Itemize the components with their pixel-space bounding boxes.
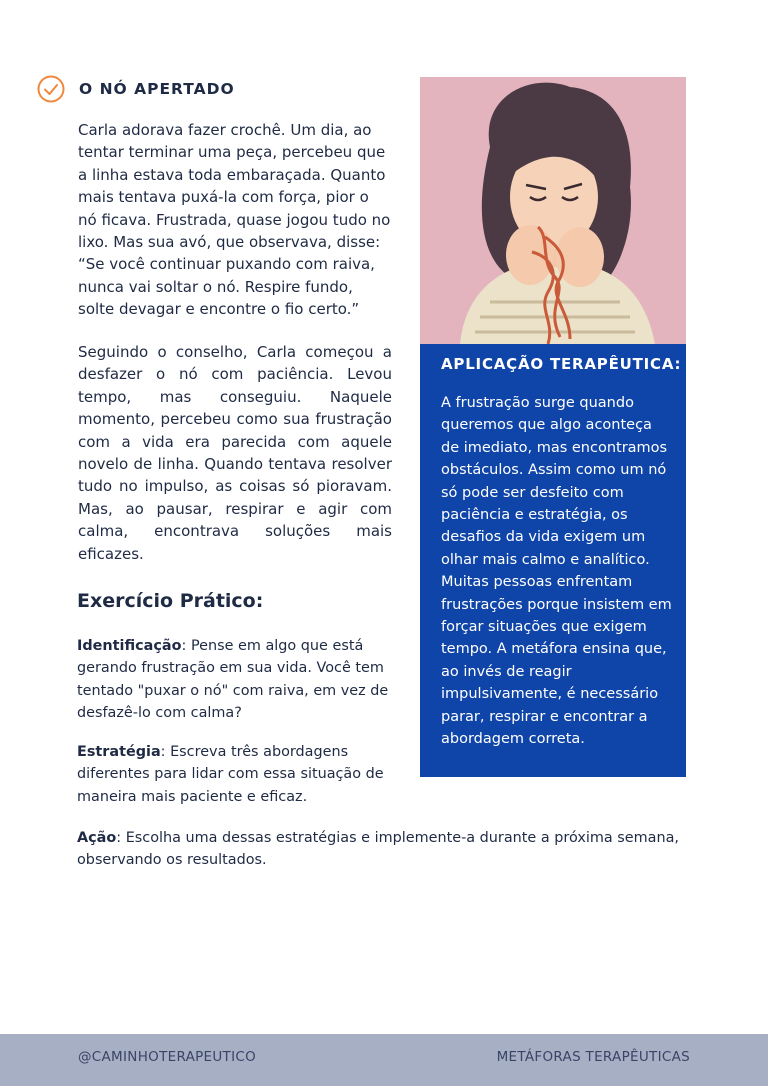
footer xyxy=(0,1034,768,1086)
woman-with-tangled-yarn-illustration xyxy=(420,77,686,344)
exercise-item-text: : Pense em algo que está gerando frustração em sua vida. Você tem tentado "puxar o nó" com raiva, em vez de desfazê-lo com calma? xyxy=(77,638,389,722)
exercise-item-label: Ação xyxy=(77,830,117,846)
check-circle-icon xyxy=(36,74,66,104)
exercise-item-identificacao xyxy=(77,635,412,725)
therapy-title: APLICAÇÃO TERAPÊUTICA: xyxy=(441,355,682,373)
exercise-item-label: Estratégia xyxy=(77,744,161,760)
therapy-box xyxy=(420,344,686,777)
exercise-item-label: Identificação xyxy=(77,638,182,654)
therapy-text: A frustração surge quando queremos que algo aconteça de imediato, mas encontramos obstáculos. Assim como um nó só pode ser desfeito com paciência e estratégia, os desafios da vida exigem um olhar mais calmo e analítico. Muitas pessoas enfrentam frustrações porque insistem em forçar situações que exigem tempo. A metáfora ensina que, ao invés de reagir impulsivamente, é necessário parar, respirar e encontrar a abordagem correta. xyxy=(441,395,672,748)
exercise-item-acao xyxy=(77,827,697,872)
illustration xyxy=(420,77,686,344)
story-paragraph-2 xyxy=(78,341,392,565)
footer-series-title: METÁFORAS TERAPÊUTICAS xyxy=(496,1049,690,1065)
exercise-item-text: : Escreva três abordagens diferentes para lidar com essa situação de maneira mais paciente e eficaz. xyxy=(77,744,384,805)
story-paragraph-1 xyxy=(78,119,392,321)
page-title: O NÓ APERTADO xyxy=(79,80,235,98)
section-header xyxy=(36,74,235,104)
story-text: Carla adorava fazer crochê. Um dia, ao tentar terminar uma peça, percebeu que a linha estava toda embaraçada. Quanto mais tentava puxá-la com força, pior o nó ficava. Frustrada, quase jogou tudo no lixo. Mas sua avó, que observava, disse: “Se você continuar puxando com raiva, nunca vai soltar o nó. Respire fundo, solte devagar e encontre o fio certo.” xyxy=(78,121,391,319)
story-text: Seguindo o conselho, Carla começou a desfazer o nó com paciência. Levou tempo, mas conseguiu. Naquele momento, percebeu como sua frustração com a vida era parecida com aquele novelo de linha. Quando tentava resolver tudo no impulso, as coisas só pioravam. Mas, ao pausar, respirar e agir com calma, encontrava soluções mais eficazes. xyxy=(78,343,392,563)
exercise-title: Exercício Prático: xyxy=(77,590,264,612)
exercise-item-estrategia xyxy=(77,741,407,808)
exercise-item-text: : Escolha uma dessas estratégias e implemente-a durante a próxima semana, observando os resultados. xyxy=(77,830,679,869)
footer-handle: @CAMINHOTERAPEUTICO xyxy=(78,1049,257,1065)
